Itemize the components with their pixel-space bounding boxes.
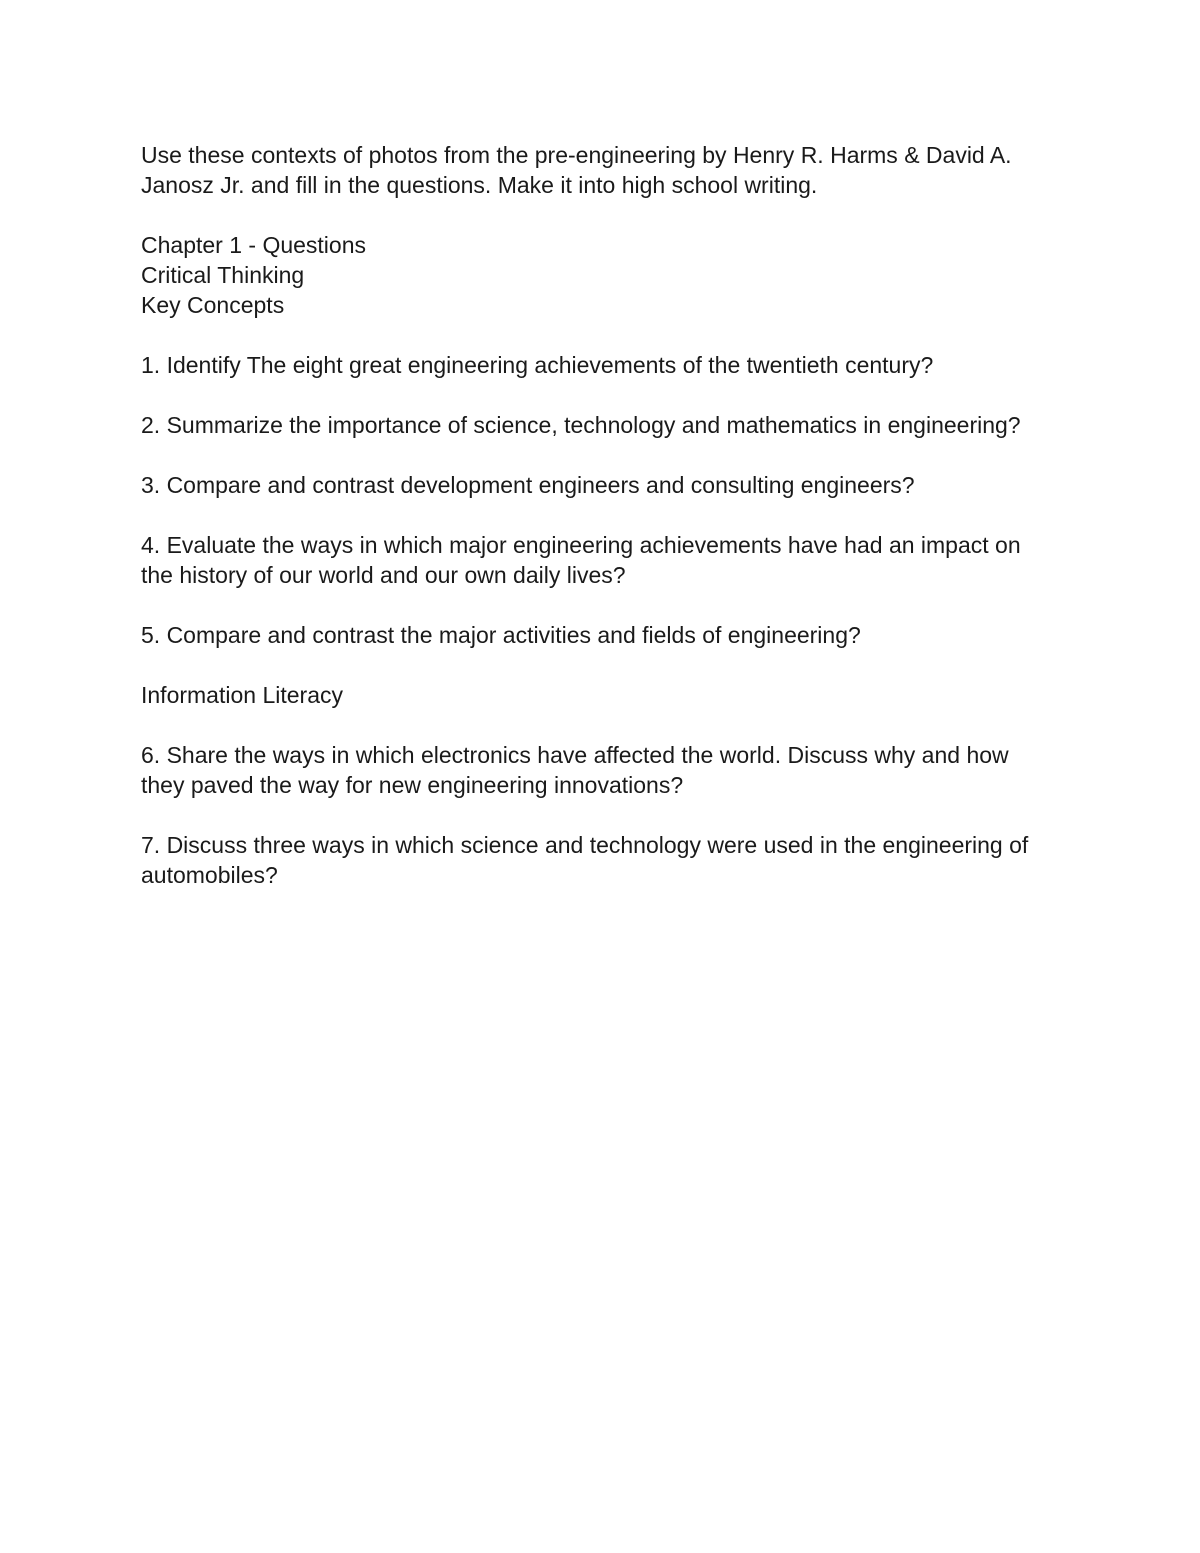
question-line: 1. Identify The eight great engineering achievements of the twentieth century? <box>141 352 934 378</box>
question-3 <box>141 470 1081 500</box>
heading-block <box>141 230 1081 320</box>
question-5 <box>141 620 1081 650</box>
information-literacy-heading: Information Literacy <box>141 682 343 708</box>
question-1 <box>141 350 1081 380</box>
question-line: 7. Discuss three ways in which science and technology were used in the engineering of <box>141 832 1029 858</box>
question-line-continued: automobiles? <box>141 862 278 888</box>
question-line-continued: the history of our world and our own daily lives? <box>141 562 626 588</box>
document-body <box>141 140 1081 890</box>
question-line: 3. Compare and contrast development engineers and consulting engineers? <box>141 472 915 498</box>
intro-line-2: Janosz Jr. and fill in the questions. Make it into high school writing. <box>141 172 818 198</box>
question-6 <box>141 740 1081 800</box>
key-concepts-heading: Key Concepts <box>141 292 285 318</box>
chapter-heading: Chapter 1 - Questions <box>141 232 367 258</box>
question-4 <box>141 530 1081 590</box>
intro-line-1: Use these contexts of photos from the pre-engineering by Henry R. Harms & David A. <box>141 142 1012 168</box>
question-2 <box>141 410 1081 440</box>
question-7 <box>141 830 1081 890</box>
question-line: 4. Evaluate the ways in which major engineering achievements have had an impact on <box>141 532 1021 558</box>
question-line: 5. Compare and contrast the major activities and fields of engineering? <box>141 622 861 648</box>
critical-thinking-heading: Critical Thinking <box>141 262 305 288</box>
question-line: 2. Summarize the importance of science, technology and mathematics in engineering? <box>141 412 1021 438</box>
intro-paragraph <box>141 140 1081 200</box>
question-line: 6. Share the ways in which electronics have affected the world. Discuss why and how <box>141 742 1009 768</box>
question-line-continued: they paved the way for new engineering innovations? <box>141 772 684 798</box>
